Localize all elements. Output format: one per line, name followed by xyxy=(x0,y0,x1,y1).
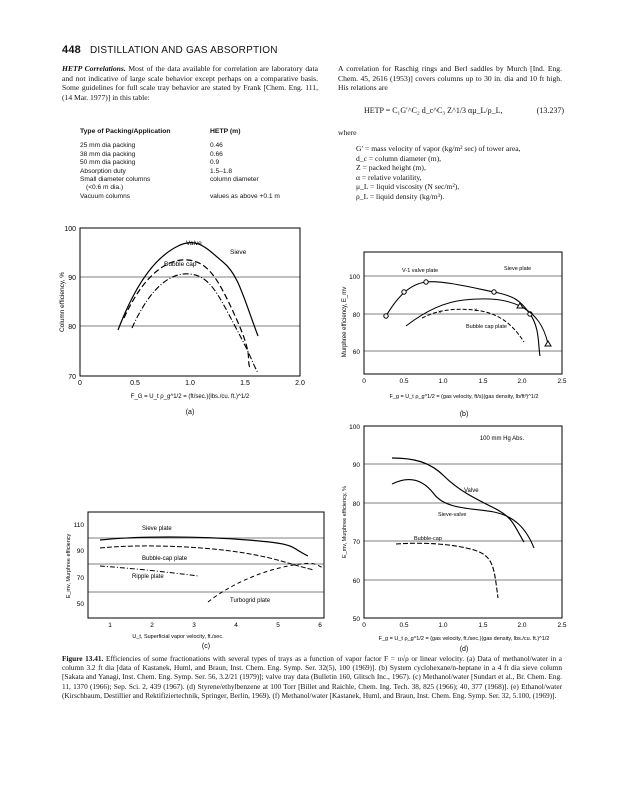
left-paragraph xyxy=(62,64,318,102)
x-tick: 2.0 xyxy=(517,622,527,629)
data-point: × xyxy=(474,308,478,314)
figure-label: (a) xyxy=(185,409,195,416)
data-point xyxy=(424,280,428,284)
table-row xyxy=(80,151,320,159)
y-tick: 50 xyxy=(76,601,84,608)
table-row xyxy=(80,184,320,192)
definitions-list xyxy=(356,144,566,202)
hetp-table xyxy=(80,128,320,201)
table-cell: (<0.6 m dia.) xyxy=(86,184,124,192)
table-header-row xyxy=(80,128,320,136)
table-cell: Vacuum columns xyxy=(80,192,131,200)
table-cell: 1.5–1.8 xyxy=(210,167,232,175)
where-word: where xyxy=(338,128,357,137)
table-cell: 25 mm dia packing xyxy=(80,142,136,150)
y-tick: 80 xyxy=(352,312,360,319)
data-point xyxy=(492,290,496,294)
x-tick: 1.5 xyxy=(478,622,488,629)
equation-body: HETP = C₁G′^C₂ d_c^C₃ Z^1/3 αμ_L/ρ_L, xyxy=(364,106,503,115)
x-tick: 2.5 xyxy=(557,622,567,629)
table-cell: 0.46 xyxy=(210,142,223,150)
bubble-cap-curve xyxy=(396,543,498,598)
plot-frame xyxy=(88,512,324,618)
x-ticks xyxy=(362,622,567,629)
table-row xyxy=(80,142,320,150)
left-body: Most of the data available for correlation are laboratory data and not indicative of large scale behavior except perhaps on a comparative basis. Some guidelines for full scale tray behavior are stated by Frank [Chem. Eng. 111, (14 Mar. 1977)] in this table: xyxy=(62,64,318,102)
y-axis-label: Murphree efficiency, E_mv xyxy=(342,286,348,358)
x-tick: 6 xyxy=(318,622,322,629)
sieve-curve xyxy=(124,260,250,368)
curve-label: Valve xyxy=(464,488,479,494)
definition: d_c = column diameter (m), xyxy=(356,153,442,163)
data-point: × xyxy=(438,310,442,316)
x-tick: 1.5 xyxy=(478,378,488,385)
y-tick: 60 xyxy=(352,578,360,585)
x-axis-label: U_t, Superficial vapor velocity, ft./sec. xyxy=(132,634,224,640)
y-tick: 110 xyxy=(73,522,84,529)
figure-c xyxy=(58,506,334,650)
x-tick: 0.5 xyxy=(399,378,409,385)
x-ticks xyxy=(362,378,567,385)
equation-number: (13.237) xyxy=(536,106,564,115)
definition: Z = packed height (m), xyxy=(356,163,426,173)
curve-label: Sieve plate xyxy=(504,266,532,272)
x-tick: 0 xyxy=(362,622,366,629)
y-tick: 70 xyxy=(68,374,76,381)
y-tick: 90 xyxy=(76,548,84,555)
valve-curve xyxy=(118,243,258,336)
equation xyxy=(364,106,564,115)
data-point xyxy=(402,290,406,294)
figure-a xyxy=(58,218,328,418)
x-tick: 3 xyxy=(192,622,196,629)
y-tick: 100 xyxy=(349,274,360,281)
y-tick: 90 xyxy=(68,275,76,282)
y-ticks xyxy=(349,424,360,623)
y-tick: 100 xyxy=(64,226,76,233)
curve-label: Bubble cap xyxy=(164,261,197,268)
x-tick: 0 xyxy=(78,380,82,387)
x-tick: 5 xyxy=(276,622,280,629)
data-point xyxy=(384,314,388,318)
x-ticks xyxy=(78,380,305,387)
curve-label: Sieve xyxy=(230,249,247,256)
page-number: 448 xyxy=(62,44,81,56)
figure-label: (b) xyxy=(459,411,469,418)
figure-label: (c) xyxy=(201,643,211,650)
valve-curve xyxy=(392,458,524,542)
table-cell: column diameter xyxy=(210,176,259,184)
table-row xyxy=(80,168,320,176)
table-cell: Absorption duty xyxy=(80,167,126,175)
x-tick: 1.0 xyxy=(185,380,195,387)
y-tick: 90 xyxy=(352,462,360,469)
curve-label: Bubble-cap xyxy=(414,536,442,542)
data-point xyxy=(545,341,551,346)
x-tick: 2.0 xyxy=(517,378,527,385)
y-axis-label: Column efficiency, % xyxy=(59,271,66,333)
curve-label: Ripple plate xyxy=(132,574,164,580)
x-tick: 2 xyxy=(150,622,154,629)
x-tick: 4 xyxy=(234,622,238,629)
y-tick: 60 xyxy=(352,349,360,356)
y-ticks xyxy=(64,226,76,381)
table-header-type: Type of Packing/Application xyxy=(80,128,171,135)
curve-label: Valve xyxy=(186,240,202,247)
plot-frame xyxy=(80,228,300,376)
caption-label: Figure 13.41. xyxy=(62,654,104,663)
bubble-cap-curve xyxy=(100,546,314,570)
table-cell: 0.9 xyxy=(210,159,220,167)
x-tick: 1.0 xyxy=(438,622,448,629)
figure-caption xyxy=(62,654,562,700)
table-row xyxy=(80,193,320,201)
table-row xyxy=(80,159,320,167)
valve-curve xyxy=(386,282,540,356)
table-cell: 50 mm dia packing xyxy=(80,159,136,167)
table-cell: values as above +0.1 m xyxy=(210,192,280,200)
definition: μ_L = liquid viscosity (N sec/m²), xyxy=(356,182,460,192)
section-lead: HETP Correlations. xyxy=(62,64,126,73)
turbogrid-curve xyxy=(208,563,324,602)
definition: α = relative volatility, xyxy=(356,172,422,182)
figure-label: (d) xyxy=(459,646,469,653)
curve-label: Bubble cap plate xyxy=(466,324,507,330)
curve-label: Sieve-valve xyxy=(438,512,467,518)
x-tick: 2.5 xyxy=(557,378,567,385)
definition: ρ_L = liquid density (kg/m³). xyxy=(356,191,445,201)
bubble-cap-curve xyxy=(132,274,258,373)
x-axis-label: F_g = U_t ρ_g^1/2 = (gas velocity, ft/s)(gas density, lb/ft³)^1/2 xyxy=(389,394,539,400)
x-tick: 2.0 xyxy=(295,380,305,387)
curve-label: Bubble-cap plate xyxy=(142,556,188,562)
x-tick: 0.5 xyxy=(130,380,140,387)
definition: G′ = mass velocity of vapor (kg/m² sec) of tower area, xyxy=(356,144,521,153)
y-ticks xyxy=(349,274,360,356)
figure-b xyxy=(334,246,570,422)
table-cell: 0.66 xyxy=(210,150,223,158)
sieve-curve xyxy=(406,299,548,344)
table-cell: Small diameter columns xyxy=(80,176,151,184)
x-axis-label: F_g = U_t ρ_g^1/2 = (gas velocity, ft./sec.)(gas density, lbs./cu. ft.)^1/2 xyxy=(378,636,550,642)
y-axis-label: E_mv, Murphree efficiency, % xyxy=(342,485,348,559)
y-tick: 70 xyxy=(352,539,360,546)
page-header xyxy=(62,44,278,56)
curve-label: Sieve plate xyxy=(142,526,172,532)
plot-frame xyxy=(364,426,562,618)
x-tick: 1.0 xyxy=(438,378,448,385)
table-header-hetp: HETP (m) xyxy=(210,128,241,135)
caption-text: Efficiencies of some fractionations with several types of trays as a function of vapor factor F = u√ρ or linear velocity. (a) Data of methanol/water in a column 3.2 ft dia [data of Kastanek, Huml, and Braun, Inst. Chem. Eng. Symp. Ser. 32(5), 100 (1969)]. (b) System cyclohexane/n-heptane in a 4 ft dia sieve column [Sakata and Yanagi, Inst. Chem. Eng. Symp. Ser. 56, 3.2/21 (1979)]; valve tray data (Bulletin 160, Glitsch Inc., 1967). (c) Methanol/water [Sundart et al., Br. Chem. Eng. 11, 1370 (1966); Sep. Sci. 2, 439 (1967). (d) Styrene/ethylbenzene at 100 Torr [Billet and Raichle, Chem. Ing. Tech. 38, 825 (1966); 40, 377 (1968)]. (e) Ethanol/water (Kirschbaum, Destillier and Rektifiziertechnik, Springer, Berlin, 1969). (f) Methanol/water [Kastanek, Huml, and Braun, Inst. Chem. Eng. Symp. Ser. 32, 5.100, (1969)]. xyxy=(62,654,562,700)
curve-label: Turbogrid plate xyxy=(230,598,271,604)
y-tick: 70 xyxy=(76,575,84,582)
x-axis-label: F_G = U_t ρ_g^1/2 = (ft/sec.)(lbs./cu. ft.)^1/2 xyxy=(130,394,250,400)
right-paragraph: A correlation for Raschig rings and Berl saddles by Murch [Ind. Eng. Chem. 45, 2616 (1953)] covers columns up to 30 in. dia and 10 ft high. His relations are xyxy=(338,64,562,93)
x-tick: 0.5 xyxy=(399,622,409,629)
y-axis-label: E_mv, Murphree efficiency xyxy=(66,533,72,599)
figure-d xyxy=(334,418,570,654)
table-row xyxy=(80,176,320,184)
x-tick: 1 xyxy=(108,622,112,629)
y-tick: 50 xyxy=(352,616,360,623)
y-tick: 80 xyxy=(68,324,76,331)
x-tick: 1.5 xyxy=(240,380,250,387)
x-ticks xyxy=(108,622,322,629)
table-cell: 38 mm dia packing xyxy=(80,150,136,158)
curve-label: V-1 valve plate xyxy=(402,268,439,274)
running-title: DISTILLATION AND GAS ABSORPTION xyxy=(89,45,278,56)
pressure-note: 100 mm Hg Abs. xyxy=(479,436,525,442)
y-ticks xyxy=(74,522,85,608)
x-tick: 0 xyxy=(362,378,366,385)
y-tick: 80 xyxy=(352,501,360,508)
y-tick: 100 xyxy=(349,424,360,431)
